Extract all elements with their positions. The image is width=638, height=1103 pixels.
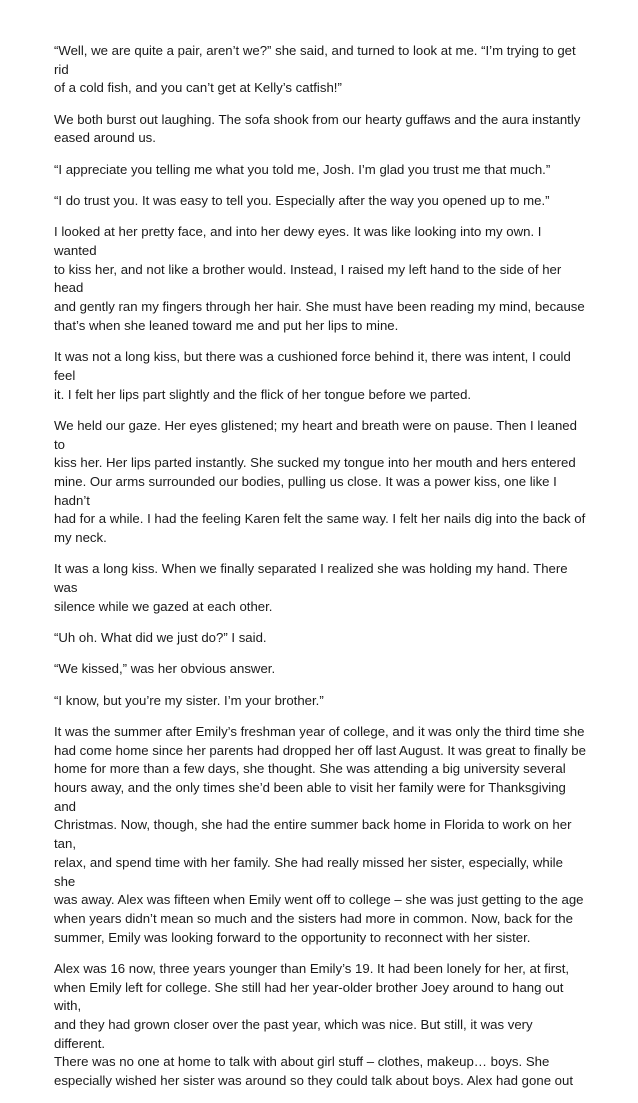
paragraph-7: We held our gaze. Her eyes glistened; my heart and breath were on pause. Then I leaned to kiss her. Her lips parted instantly. She sucked my tongue into her mouth and hers entered mine. Our arms surrounded our bodies, pulling us close. It was a power kiss, one like I hadn’t had for a while. I had the feeling Karen felt the same way. I felt her nails dig into the back of my neck. [54, 417, 586, 546]
paragraph-12: It was the summer after Emily’s freshman year of college, and it was only the third time she had come home since her parents had dropped her off last August. It was great to finally be home for more than a few days, she thought. She was attending a big university several hours away, and the only times she’d been able to visit her family were for Thanksgiving and Christmas. Now, though, she had the entire summer back home in Florida to work on her tan, relax, and spend time with her family. She had really missed her sister, especially, while she was away. Alex was fifteen when Emily went off to college – she was just getting to the age when years didn’t mean so much and the sisters had more in common. Now, back for the summer, Emily was looking forward to the opportunity to reconnect with her sister. [54, 723, 586, 945]
paragraph-10: “We kissed,” was her obvious answer. [54, 661, 276, 677]
paragraph-5: I looked at her pretty face, and into her dewy eyes. It was like looking into my own. I wanted to kiss her, and not like a brother would. Instead, I raised my left hand to the side of her head and gently ran my fingers through her hair. She must have been reading my mind, because that’s when she leaned toward me and put her lips to mine. [54, 224, 585, 333]
document-page [54, 42, 586, 1103]
paragraph-1: “Well, we are quite a pair, aren’t we?” she said, and turned to look at me. “I’m trying to get rid of a cold fish, and you can’t get at Kelly’s catfish!” [54, 43, 576, 96]
paragraph-3: “I appreciate you telling me what you told me, Josh. I’m glad you trust me that much.” [54, 161, 551, 177]
paragraph-4: “I do trust you. It was easy to tell you. Especially after the way you opened up to me.” [54, 193, 550, 208]
paragraph-13: Alex was 16 now, three years younger than Emily’s 19. It had been lonely for her, at first, when Emily left for college. She still had her year-older brother Joey around to hang out with, and they had grown closer over the past year, which was nice. But still, it was very different. There was no one at home to talk with about girl stuff – clothes, makeup… boys. She especially wished her sister was around so they could talk about boys. Alex had gone out [54, 960, 574, 1089]
paragraph-6: It was not a long kiss, but there was a cushioned force behind it, there was intent, I could feel it. I felt her lips part slightly and the flick of her tongue before we parted. [54, 349, 571, 402]
paragraph-11: “I know, but you’re my sister. I’m your brother.” [54, 692, 324, 708]
paragraph-8: It was a long kiss. When we finally separated I realized she was holding my hand. There was silence while we gazed at each other. [54, 561, 568, 614]
paragraph-9: “Uh oh. What did we just do?” I said. [54, 630, 267, 646]
paragraph-2: We both burst out laughing. The sofa shook from our hearty guffaws and the aura instantly eased around us. [54, 111, 581, 146]
